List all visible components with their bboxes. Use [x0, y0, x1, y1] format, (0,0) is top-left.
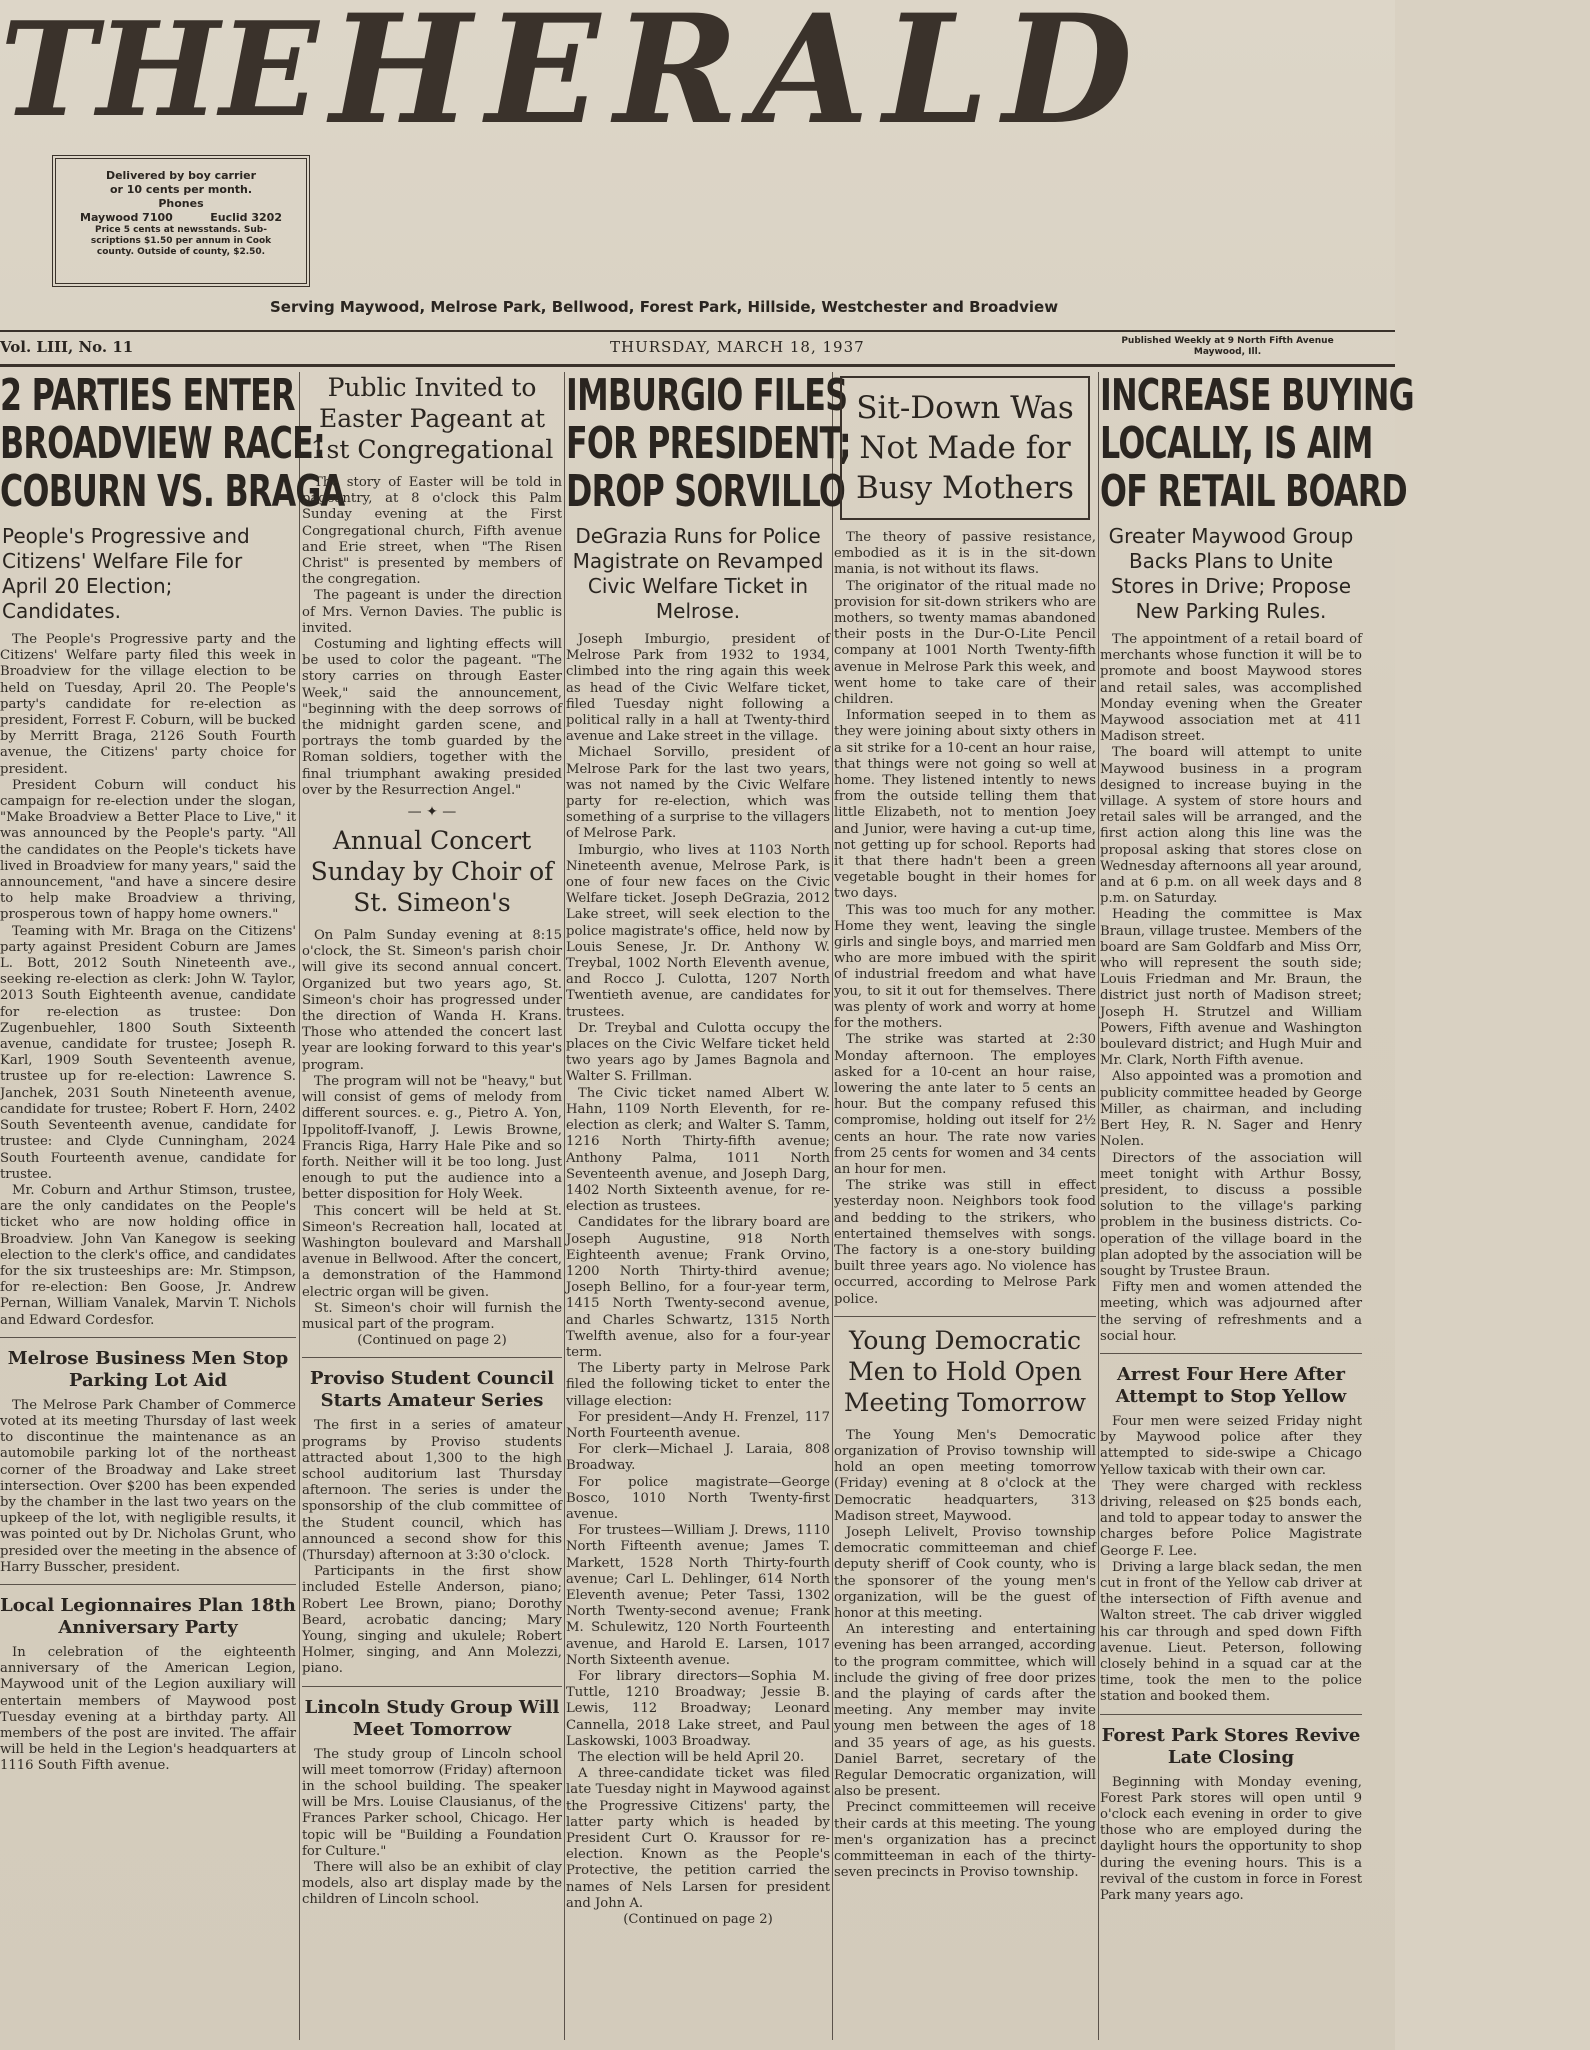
article-separator	[0, 1584, 296, 1585]
paragraph: Beginning with Monday evening, Forest Park stores will open until 9 o'clock each evening in order to give those who are employed during the daylight hours the opportunity to shop during the evening hours. This is a revival of the custom in force in Forest Park many years ago.	[1100, 1774, 1362, 1904]
article-body	[302, 475, 562, 799]
column-rule	[299, 372, 300, 2040]
paragraph: There will also be an exhibit of clay models, also art display made by the children of Lincoln school.	[302, 1860, 562, 1908]
paragraph: The Melrose Park Chamber of Commerce voted at its meeting Thursday of last week to discontinue the maintenance as an automobile parking lot of the northeast corner of the Broadway and Lake street intersection. Over $200 has been expended by the chamber in the last two years on the upkeep of the lot, with negligible results, it was pointed out by Dr. Nicholas Grunt, who presided over the meeting in the absence of Harry Busscher, president.	[0, 1397, 296, 1575]
paragraph: The strike was started at 2:30 Monday afternoon. The employes asked for a 10-cent an hour raise, lowering the ante later to 5 cents an hour. But the company refused this compromise, holding out itself for 2½ cents an hour. The rate now varies from 25 cents for women and 34 cents an hour for men.	[834, 1032, 1096, 1177]
paragraph: The Liberty party in Melrose Park filed the following ticket to enter the village election:	[566, 1361, 830, 1409]
article-body	[302, 1747, 562, 1909]
paragraph: The pageant is under the direction of Mrs. Vernon Davies. The public is invited.	[302, 588, 562, 636]
column-4	[834, 372, 1096, 2042]
paragraph: President Coburn will conduct his campaign for re-election under the slogan, "Make Broadview a Better Place to Live," it was announced by the People's party. "All the candidates on the People's tickets have lived in Broadview for many years," said the announcement, "and have a sincere desire to help make Broadview a thriving, prosperous town of happy home owners."	[0, 777, 296, 923]
paragraph: A three-candidate ticket was filed late Tuesday night in Maywood against the Progressive Citizens' party, the latter party which is headed by President Curt O. Kraussor for re-election. Known as the People's Protective, the petition carried the names of Nels Larsen for president and John A.	[566, 1766, 830, 1911]
forest-park-headline: Forest Park Stores Revive Late Closing	[1101, 1724, 1361, 1768]
paragraph: Mr. Coburn and Arthur Stimson, trustee, are the only candidates on the People's ticket who are now holding office in Broadview. John Van Kanegow is seeking election to the clerk's office, and candidates for the six trusteeships are: Mr. Stimpson, for re-election: Ben Goose, Jr. Andrew Pernan, William Vanalek, Marvin T. Nichols and Edward Cordesfor.	[0, 1182, 296, 1328]
paragraph: Teaming with Mr. Braga on the Citizens' party against President Coburn are James L. Bott, 2012 South Nineteenth ave., seeking re-election as clerk: John W. Taylor, 2013 South Eighteenth avenue, candidate for re-election as trustee: Don Zugenbuehler, 1800 South Sixteenth avenue, candidate for trustee; Joseph R. Karl, 1909 South Seventeenth avenue, trustee up for re-election: Lawrence S. Janchek, 2031 South Nineteenth avenue, candidate for trustee; Robert F. Horn, 2402 South Seventeenth avenue, candidate for trustee: and Clyde Cunningham, 2024 South Fourteenth avenue, candidate for trustee.	[0, 923, 296, 1182]
paragraph: The theory of passive resistance, embodied as it is in the sit-down mania, is not without its flaws.	[834, 530, 1096, 578]
prices-line-3: county. Outside of county, $2.50.	[96, 247, 266, 257]
paragraph: Participants in the first show included Estelle Anderson, piano; Robert Lee Brown, piano; Dorothy Beard, acrobatic dancing; Mary Young, singing and ukulele; Robert Holmer, singing, and Ann Molezzi, piano.	[302, 1564, 562, 1677]
prices-line-2: scriptions $1.50 per annum in Cook	[90, 236, 272, 246]
delivery-line-2: or 10 cents per month.	[109, 183, 253, 196]
publication-info	[1095, 336, 1360, 358]
paragraph: The appointment of a retail board of merchants whose function it will be to promote and boost Maywood stores and retail sales, was accomplished Monday evening when the Greater Maywood association met at 411 Madison street.	[1100, 632, 1362, 745]
young-democratic-headline: Young Democratic Men to Hold Open Meeting Tomorrow	[843, 1325, 1087, 1417]
headline-line: DROP SORVILLO	[566, 466, 846, 517]
paragraph: Candidates for the library board are Joseph Augustine, 918 North Eighteenth avenue; Frank Orvino, 1200 North Thirty-third avenue; Joseph Bellino, for a four-year term, 1415 North Twenty-second avenue, and Charles Schwartz, 1315 North Twelfth avenue, also for a four-year term.	[566, 1215, 830, 1360]
phone-numbers	[80, 211, 282, 225]
phone-euclid: Euclid 3202	[210, 211, 282, 224]
article-body	[1100, 1414, 1362, 1706]
phones-label: Phones	[158, 197, 204, 210]
lincoln-study-headline: Lincoln Study Group Will Meet Tomorrow	[304, 1696, 560, 1740]
headline-line: OF RETAIL BOARD	[1100, 466, 1407, 517]
paragraph: They were charged with reckless driving, released on $25 bonds each, and told to appear today to answer the charges before Police Magistrate George F. Lee.	[1100, 1478, 1362, 1559]
serving-line: Serving Maywood, Melrose Park, Bellwood, Forest Park, Hillside, Westchester and Broadview	[270, 298, 1059, 316]
article-body	[1100, 1775, 1362, 1905]
sit-down-boxed-headline: Sit-Down Was Not Made for Busy Mothers	[840, 376, 1090, 520]
column-2	[302, 372, 562, 2042]
legion-anniversary-headline: Local Legionnaires Plan 18th Anniversary Party	[0, 1594, 296, 1638]
masthead-divider-top	[0, 330, 1395, 332]
article-separator	[834, 1316, 1096, 1317]
article-separator	[1100, 1353, 1362, 1354]
paragraph: Four men were seized Friday night by Maywood police after they attempted to side-swipe a Chicago Yellow taxicab with their own car.	[1100, 1413, 1362, 1478]
broadview-race-headline	[0, 370, 345, 517]
headline-line: LOCALLY, IS AIM	[1100, 418, 1373, 469]
column-1	[0, 370, 345, 2042]
publication-line-1: Published Weekly at 9 North Fifth Avenue	[1121, 336, 1334, 346]
paragraph: Driving a large black sedan, the men cut in front of the Yellow cab driver at the intersection of Fifth avenue and Walton street. The cab driver wiggled his car through and sped down Fifth avenue. Lieut. Peterson, following closely behind in a squad car at the time, took the men to the police station and booked them.	[1100, 1559, 1362, 1705]
paragraph: The originator of the ritual made no provision for sit-down strikers who are mothers, so twenty mamas abandoned their posts in the Dur-O-Lite Pencil company at 1001 North Twenty-fifth avenue in Melrose Park this week, and went home to take care of their children.	[834, 578, 1096, 708]
paragraph: On Palm Sunday evening at 8:15 o'clock, the St. Simeon's parish choir will give its second annual concert. Organized but two years ago, St. Simeon's choir has progressed under the direction of Wanda H. Krans. Those who attended the concert last year are looking forward to this year's program.	[302, 928, 562, 1073]
headline-line: INCREASE BUYING	[1100, 370, 1414, 421]
headline-line: COBURN VS. BRAGA	[0, 466, 345, 517]
masthead-title-prefix: THE	[0, 0, 319, 146]
paragraph: The board will attempt to unite Maywood business in a program designed to increase buying in the village. A system of store hours and retail sales will be arranged, and the first action along this line was the proposal asking that stores close on Wednesday afternoons all year around, and at 6 p.m. on all week days and 8 p.m. on Saturday.	[1100, 745, 1362, 907]
paragraph: The People's Progressive party and the Citizens' Welfare party filed this week in Broadview for the village election to be held on Tuesday, April 20. The People's party's candidate for re-election as president, Forrest F. Coburn, will be bucked by Merritt Braga, 2126 South Fourth avenue, the Citizens' party choice for president.	[0, 632, 296, 777]
masthead	[0, 0, 1395, 330]
paragraph: Joseph Lelivelt, Proviso township democratic committeeman and chief deputy sheriff of Cook county, who is the sponsorer of the young men's organization, will be the guest of honor at this meeting.	[834, 1524, 1096, 1621]
paragraph: The Civic ticket named Albert W. Hahn, 1109 North Eleventh, for re-election as clerk; and Walter S. Tamm, 1216 North Thirty-fifth avenue; Anthony Palma, 1011 North Seventeenth avenue, and Joseph Darg, 1402 North Sixteenth avenue, for re-election as trustees.	[566, 1085, 830, 1215]
column-rule	[832, 372, 833, 2040]
paragraph: Imburgio, who lives at 1103 North Nineteenth avenue, Melrose Park, is one of four new faces on the Civic Welfare ticket. Joseph DeGrazia, 2012 Lake street, will seek election to the police magistrate's office, held now by Louis Senese, Jr. Dr. Anthony W. Treybal, 1002 North Eleventh avenue, and Rocco J. Culotta, 1207 North Twentieth avenue, are candidates for trustees.	[566, 842, 830, 1020]
paragraph: The story of Easter will be told in pageantry, at 8 o'clock this Palm Sunday evening at the First Congregational church, Fifth avenue and Erie street, when "The Risen Christ" is presented by members of the congregation.	[302, 475, 562, 588]
increase-buying-headline	[1100, 370, 1414, 517]
paragraph: The program will not be "heavy," but will consist of gems of melody from different sources. e. g., Pietro A. Yon, Ippolitoff-Ivanoff, J. Lewis Browne, Francis Riga, Harry Hale Pike and so forth. Neither will it be too long. Just enough to put the audience into a better disposition for Holy Week.	[302, 1073, 562, 1203]
article-body	[302, 1418, 562, 1677]
arrest-four-headline: Arrest Four Here After Attempt to Stop Yellow	[1115, 1363, 1347, 1407]
paragraph: Also appointed was a promotion and publicity committee headed by George Miller, as chairman, and including Bert Hey, R. N. Sager and Henry Nolen.	[1100, 1069, 1362, 1150]
publication-line-2: Maywood, Ill.	[1193, 347, 1262, 357]
paragraph: Fifty men and women attended the meeting, which was adjourned after the serving of refreshments and a social hour.	[1100, 1280, 1362, 1344]
paragraph: The strike was still in effect yesterday noon. Neighbors took food and bedding to the strikers, who entertained themselves with songs. The factory is a one-story building built three years ago. No violence has occurred, according to Melrose Park police.	[834, 1178, 1096, 1307]
paragraph: Heading the committee is Max Braun, village trustee. Members of the board are Sam Goldfarb and Miss Orr, who will represent the south side; Louis Friedman and Mr. Braun, the district just north of Madison street; Joseph H. Strutzel and William Powers, Fifth avenue and Washington boulevard district; and Hugh Muir and Mr. Clark, North Fifth avenue.	[1100, 907, 1362, 1069]
paragraph: This was too much for any mother. Home they went, leaving the single girls and single boys, and married men who are more imbued with the spirit of industrial freedom and what have you, to sit it out for themselves. There was plenty of work and worry at home for the mothers.	[834, 902, 1096, 1032]
paragraph: For clerk—Michael J. Laraia, 808 Broadway.	[566, 1442, 830, 1474]
volume-number: Vol. LIII, No. 11	[0, 338, 134, 356]
headline-line: IMBURGIO FILES	[566, 370, 848, 421]
column-rule	[564, 372, 565, 2040]
headline-line: BROADVIEW RACE:	[0, 418, 326, 469]
paragraph: Precinct committeemen will receive their cards at this meeting. The young men's organization has a precinct committeeman in each of the thirty-seven precincts in Proviso township.	[834, 1800, 1096, 1881]
phone-maywood: Maywood 7100	[80, 211, 173, 224]
paragraph: Directors of the association will meet tonight with Arthur Bossy, president, to discuss a possible solution to the village's parking problem in the business districts. Co-operation of the village board in the plan adopted by the association will be sought by Trustee Braun.	[1100, 1150, 1362, 1279]
article-body	[0, 1645, 296, 1775]
paragraph: The election will be held April 20.	[578, 1750, 805, 1766]
article-body	[0, 1398, 296, 1576]
paragraph: In celebration of the eighteenth anniversary of the American Legion, Maywood unit of the Legion auxiliary will entertain members of Maywood post Tuesday evening at a birthday party. All members of the post are invited. The affair will be held in the Legion's headquarters at 1116 South Fifth avenue.	[0, 1644, 296, 1774]
article-separator	[0, 1337, 296, 1338]
continued-notice: (Continued on page 2)	[623, 1912, 773, 1928]
melrose-parking-headline: Melrose Business Men Stop Parking Lot Aid	[7, 1347, 289, 1391]
article-body	[0, 632, 296, 1329]
paragraph: This concert will be held at St. Simeon's Recreation hall, located at Washington boulevard and Marshall avenue in Bellwood. After the concert, a demonstration of the Hammond electric organ will be given.	[302, 1203, 562, 1300]
masthead-title: HERALD	[330, 0, 1147, 158]
paragraph: For president—Andy H. Frenzel, 117 North Fourteenth avenue.	[566, 1409, 830, 1441]
article-separator	[302, 1357, 562, 1358]
paragraph: For library directors—Sophia M. Tuttle, 1210 Broadway; Jessie B. Lewis, 112 Broadway; Leonard Cannella, 2018 Lake street, and Paul Laskowski, 1003 Broadway.	[566, 1669, 830, 1749]
headline-line: 2 PARTIES ENTER	[0, 370, 295, 421]
continued-notice: (Continued on page 2)	[357, 1333, 507, 1349]
issue-date: THURSDAY, MARCH 18, 1937	[610, 338, 865, 356]
paragraph: For trustees—William J. Drews, 1110 North Fifteenth avenue; James T. Markett, 1528 North Thirty-fourth avenue; Carl L. Dehlinger, 614 North Eleventh avenue; Peter Tassi, 1302 North Twenty-second avenue; Frank M. Schulewitz, 120 North Fourteenth avenue, and Harold E. Larsen, 1017 North Sixteenth avenue.	[566, 1523, 830, 1668]
paragraph: For police magistrate—George Bosco, 1010 North Twenty-first avenue.	[566, 1474, 830, 1522]
paragraph: The first in a series of amateur programs by Proviso students attracted about 1,300 to the high school auditorium last Thursday afternoon. The series is under the sponsorship of the club committee of the Student council, which has announced a second show for this (Thursday) afternoon at 3:30 o'clock.	[302, 1418, 562, 1563]
article-separator	[1100, 1714, 1362, 1715]
prices-line-1: Price 5 cents at newsstands. Sub-	[95, 225, 267, 235]
delivery-info-box	[52, 155, 310, 287]
increase-buying-deck: Greater Maywood Group Backs Plans to Unite Stores in Drive; Propose New Parking Rules.	[1108, 524, 1354, 623]
paragraph: Costuming and lighting effects will be used to color the pageant. "The story carries on through Easter Week," said the announcement, "beginning with the deep sorrows of the midnight garden scene, and portrays the tomb guarded by the Roman soldiers, together with the final triumphant awaking presided over by the Resurrection Angel."	[302, 637, 562, 798]
paragraph: Joseph Imburgio, president of Melrose Park from 1932 to 1934, climbed into the ring again this week as head of the Civic Welfare ticket, filed Tuesday night following a political rally in a hall at Twenty-third avenue and Lake street in the village.	[566, 632, 830, 745]
paragraph: Dr. Treybal and Culotta occupy the places on the Civic Welfare ticket held two years ago by James Bagnola and Walter S. Frillman.	[566, 1020, 830, 1085]
column-3	[566, 370, 851, 2042]
article-body	[834, 530, 1096, 1308]
article-body	[302, 928, 562, 1349]
masthead-divider-bottom	[0, 364, 1395, 367]
article-body	[1100, 632, 1362, 1345]
imburgio-headline	[566, 370, 851, 517]
article-separator	[302, 1686, 562, 1687]
student-council-headline: Proviso Student Council Starts Amateur Series	[310, 1368, 554, 1412]
imburgio-deck: DeGrazia Runs for Police Magistrate on Revamped Civic Welfare Ticket in Melrose.	[572, 524, 824, 623]
delivery-line-1: Delivered by boy carrier	[105, 169, 257, 182]
annual-concert-headline: Annual Concert Sunday by Choir of St. Simeon's	[310, 826, 554, 918]
easter-pageant-headline: Public Invited to Easter Pageant at 1st Congregational	[310, 373, 554, 464]
article-separator: — ✦ —	[407, 804, 457, 821]
paragraph: St. Simeon's choir will furnish the musical part of the program.	[302, 1300, 562, 1332]
paragraph: Information seeped in to them as they were joining about sixty others in a sit strike for a 10-cent an hour raise, that things were not going so well at home. They listened intently to news from the outside telling them that little Elizabeth, not to mention Joey and Junior, were having a cut-up time, not getting up for school. Reports had it that there hadn't been a green vegetable bought in their homes for two days.	[834, 708, 1096, 902]
paragraph: The study group of Lincoln school will meet tomorrow (Friday) afternoon in the school building. The speaker will be Mrs. Louise Clausianus, of the Frances Parker school, Chicago. Her topic will be "Building a Foundation for Culture."	[302, 1746, 562, 1859]
paragraph: An interesting and entertaining evening has been arranged, according to the program committee, which will include the giving of free door prizes and the playing of cards after the meeting. Any member may invite young men between the ages of 18 and 35 years of age, as his guests. Daniel Barret, secretary of the Regular Democratic organization, will also be present.	[834, 1622, 1096, 1800]
headline-line: FOR PRESIDENT;	[566, 418, 851, 469]
paragraph: Michael Sorvillo, president of Melrose Park for the last two years, was not named by the Civic Welfare party for re-election, which was something of a surprise to the villagers of Melrose Park.	[566, 745, 830, 842]
paragraph: The Young Men's Democratic organization of Proviso township will hold an open meeting tomorrow (Friday) evening at 8 o'clock at the Democratic headquarters, 313 Madison street, Maywood.	[834, 1427, 1096, 1524]
broadview-race-deck: People's Progressive and Citizens' Welfare File for April 20 Election; Candidates.	[2, 524, 250, 623]
article-body	[566, 632, 830, 1928]
column-5	[1100, 370, 1414, 2042]
article-body	[834, 1428, 1096, 1882]
column-rule	[1098, 372, 1099, 2040]
